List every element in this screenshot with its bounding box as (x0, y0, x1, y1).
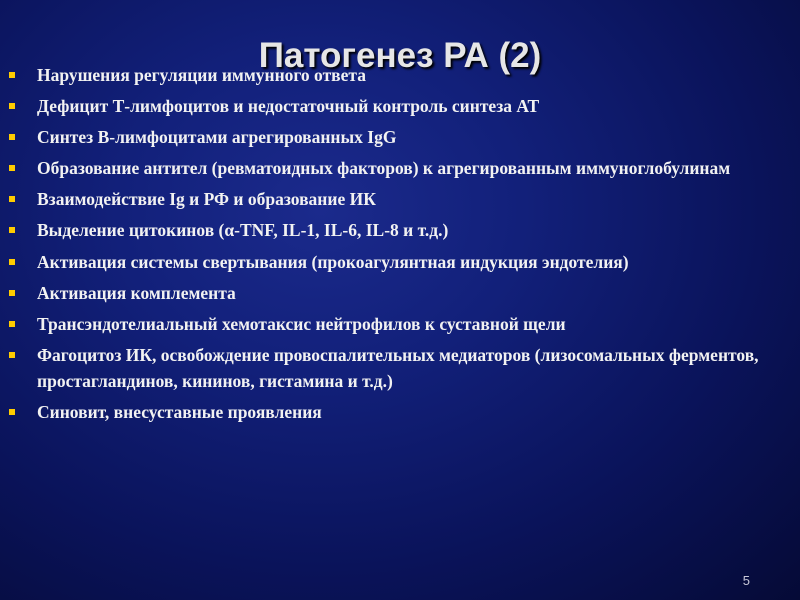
bullet-item-1 (0, 62, 790, 88)
bullet-item-4 (0, 155, 790, 181)
bullet-text: Взаимодействие Ig и РФ и образование ИК (37, 189, 376, 210)
bullet-item-11 (0, 399, 790, 425)
bullet-text: Активация системы свертывания (прокоагулянтная индукция эндотелия) (37, 251, 629, 272)
square-bullet-icon (9, 290, 15, 296)
bullet-item-6 (0, 217, 790, 243)
bullet-text: Дефицит Т-лимфоцитов и недостаточный контроль синтеза АТ (37, 96, 540, 117)
square-bullet-icon (9, 165, 15, 171)
square-bullet-icon (9, 227, 15, 233)
bullet-item-9 (0, 311, 790, 337)
bullet-text: Активация комплемента (37, 282, 236, 303)
bullet-text: Синовит, внесуставные проявления (37, 401, 322, 422)
bullet-text: Выделение цитокинов (α-TNF, IL-1, IL-6, IL-8 и т.д.) (37, 220, 449, 241)
square-bullet-icon (9, 103, 15, 109)
bullet-text: Фагоцитоз ИК, освобождение провоспалительных медиаторов (лизосомальных ферментов, простагландинов, кининов, гистамина и т.д.) (37, 344, 759, 391)
bullet-item-8 (0, 280, 790, 306)
bullet-item-3 (0, 124, 790, 150)
bullet-text: Образование антител (ревматоидных факторов) к агрегированным иммуноглобулинам (37, 158, 731, 179)
square-bullet-icon (9, 72, 15, 78)
square-bullet-icon (9, 259, 15, 265)
slide-title: Патогенез РА (2) (258, 36, 542, 76)
bullet-item-7 (0, 249, 790, 275)
bullet-list (0, 62, 790, 430)
square-bullet-icon (9, 321, 15, 327)
bullet-item-10 (0, 342, 790, 394)
bullet-item-5 (0, 186, 790, 212)
square-bullet-icon (9, 409, 15, 415)
square-bullet-icon (9, 134, 15, 140)
bullet-text: Трансэндотелиальный хемотаксис нейтрофилов к суставной щели (37, 313, 566, 334)
square-bullet-icon (9, 196, 15, 202)
page-number: 5 (742, 573, 750, 588)
square-bullet-icon (9, 352, 15, 358)
bullet-text: Нарушения регуляции иммунного ответа (37, 65, 366, 85)
bullet-text: Синтез В-лимфоцитами агрегированных IgG (37, 127, 397, 148)
bullet-item-2 (0, 93, 790, 119)
